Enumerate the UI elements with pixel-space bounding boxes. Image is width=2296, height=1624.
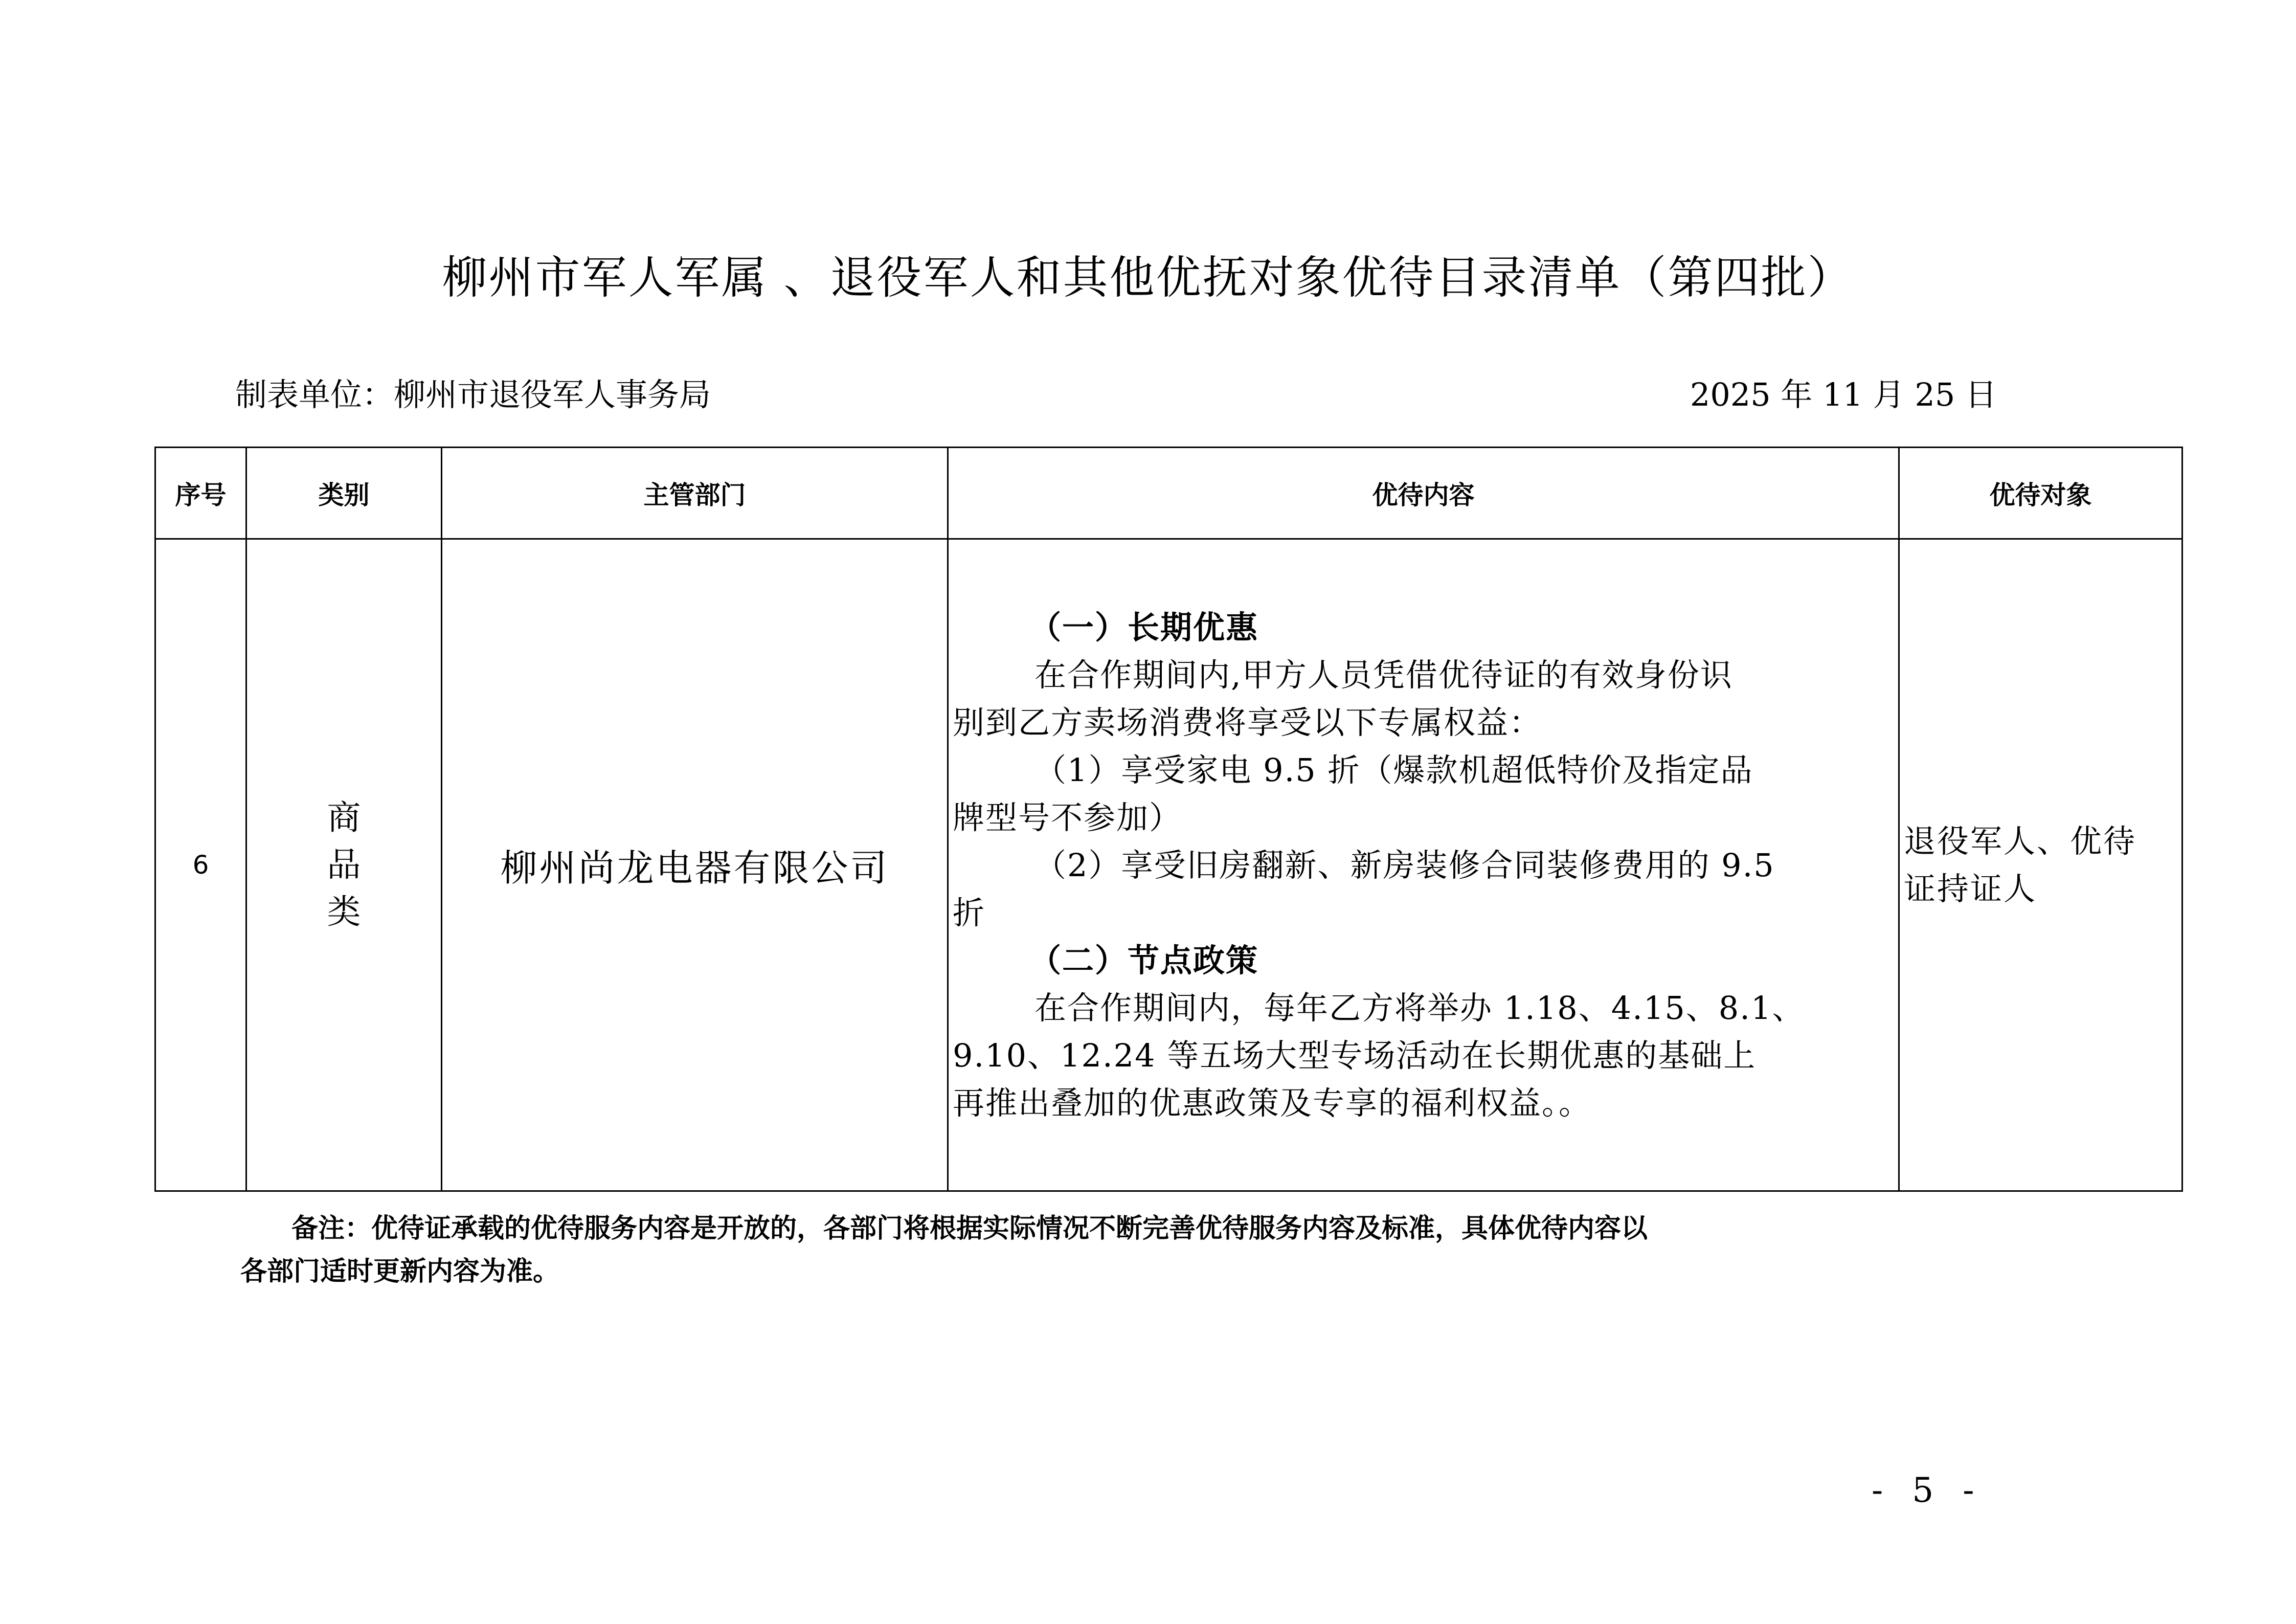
document-title: 柳州市军人军属 、退役军人和其他优抚对象优待目录清单（第四批） — [442, 251, 1854, 304]
category-char: 商 — [327, 798, 361, 837]
content-line: 折 — [953, 894, 986, 931]
content-heading-long-term: （一）长期优惠 — [1029, 608, 1259, 646]
table-header-row — [155, 448, 2182, 539]
header-department: 主管部门 — [442, 448, 948, 539]
cell-department: 柳州尚龙电器有限公司 — [442, 539, 948, 1191]
content-heading-node-policy: （二）节点政策 — [1029, 941, 1259, 979]
header-target: 优待对象 — [1899, 448, 2182, 539]
content-line: （2）享受旧房翻新、新房装修合同装修费用的 9.5 — [1034, 846, 1775, 884]
content-line: 9.10、12.24 等五场大型专场活动在长期优惠的基础上 — [953, 1036, 1757, 1074]
document-date: 2025 年 11 月 25 日 — [1690, 376, 1997, 413]
target-line: 退役军人、优待 — [1904, 822, 2137, 860]
content-line: 在合作期间内，每年乙方将举办 1.18、4.15、8.1、 — [1034, 989, 1805, 1027]
remark-line: 备注：优待证承载的优待服务内容是开放的，各部门将根据实际情况不断完善优待服务内容及标准，具体优待内容以 — [291, 1213, 1648, 1244]
catalog-table — [154, 447, 2183, 1192]
table-row — [155, 539, 2182, 1191]
category-char: 品 — [327, 845, 361, 884]
header-category: 类别 — [246, 448, 442, 539]
cell-content — [948, 539, 1899, 1191]
content-line: 别到乙方卖场消费将享受以下专属权益： — [953, 703, 1542, 741]
content-line: （1）享受家电 9.5 折（爆款机超低特价及指定品 — [1034, 751, 1753, 789]
remark-line: 各部门适时更新内容为准。 — [240, 1256, 560, 1287]
page-number: - 5 - — [1872, 1471, 1984, 1510]
cell-category — [246, 539, 442, 1191]
content-line: 再推出叠加的优惠政策及专享的福利权益。。 — [953, 1084, 1592, 1122]
header-seq: 序号 — [155, 448, 246, 539]
cell-target — [1899, 539, 2182, 1191]
content-line: 牌型号不参加） — [953, 798, 1182, 836]
content-line: 在合作期间内,甲方人员凭借优待证的有效身份识 — [1034, 656, 1733, 694]
maker-unit: 制表单位：柳州市退役军人事务局 — [235, 376, 711, 413]
category-char: 类 — [327, 892, 361, 931]
remark-note — [240, 1207, 1648, 1293]
cell-seq: 6 — [155, 539, 246, 1191]
header-content: 优待内容 — [948, 448, 1899, 539]
target-line: 证持证人 — [1904, 870, 2037, 907]
